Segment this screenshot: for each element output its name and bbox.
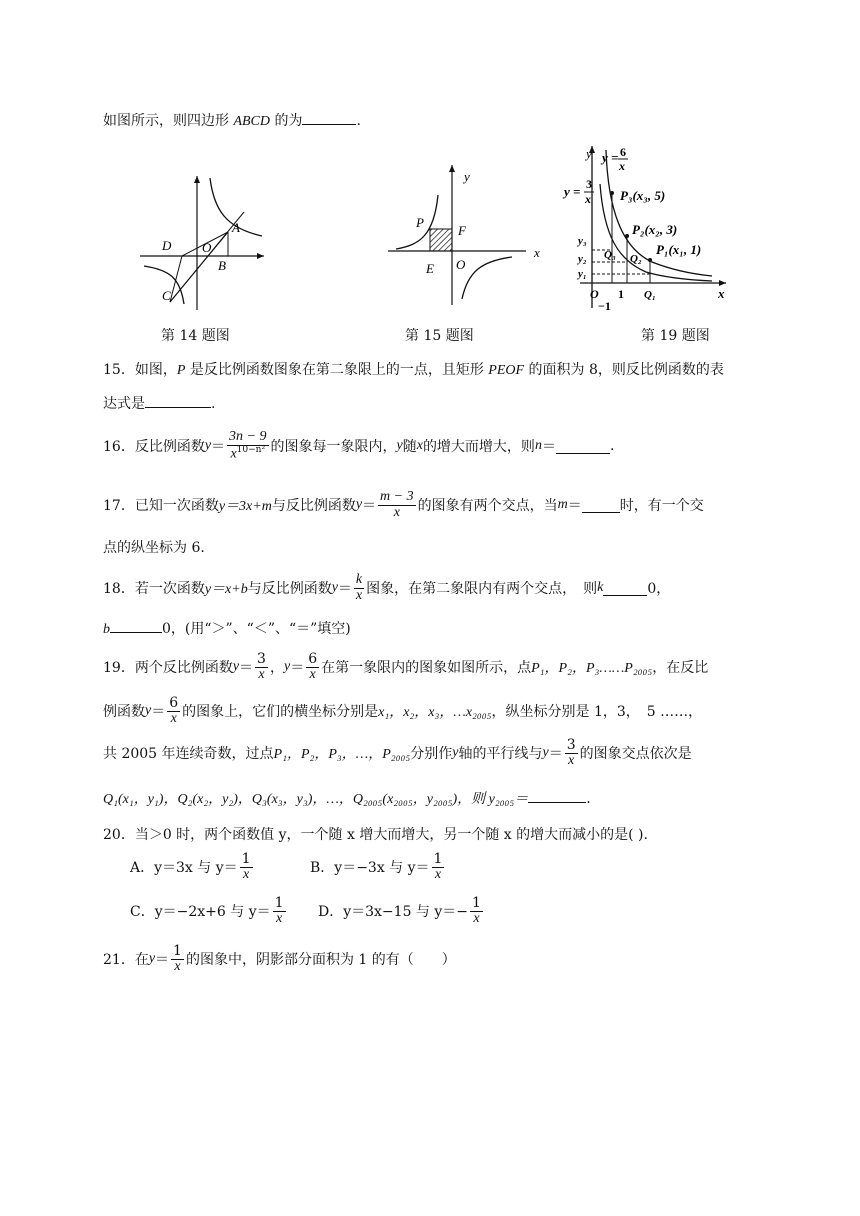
q16-answer-blank[interactable] xyxy=(556,439,610,454)
q20-c-den: x xyxy=(275,910,283,926)
q15-p: P xyxy=(176,363,186,378)
fig14-label-c: C xyxy=(162,288,171,303)
q14-text-pre: 如图所示，则四边形 xyxy=(103,113,234,129)
q21-text-b: 的图象中，阴影部分面积为 1 的有（ ） xyxy=(185,952,456,969)
q20-d-den: x xyxy=(473,910,480,926)
fig19-label-y-axis: y xyxy=(586,146,592,161)
q19-text-l2c: ，纵坐标分别是 1，3， 5 ……， xyxy=(491,704,703,721)
q17-y: y xyxy=(355,497,363,513)
q20-b-fraction xyxy=(432,852,445,882)
q16-fraction-num: 3n − 9 xyxy=(229,429,267,444)
q19-line3: 共 2005 年连续奇数，过点 P₁，P₂，P₃，…，P₂₀₀₅ 分别作 y 轴的平行线与 y ＝ $\frac{3}{x}$ 的图象交点依次是 xyxy=(103,737,692,768)
q15-end: . xyxy=(211,396,216,412)
fig15-label-y: y xyxy=(464,169,470,184)
q19-comma: ， xyxy=(269,660,284,677)
q19-line4 xyxy=(103,788,591,808)
q17-text-c: 的图象有两个交点，当 xyxy=(417,498,558,515)
fig19-eq3-num: 3 xyxy=(586,177,592,191)
fig15-label-x: x xyxy=(534,245,540,260)
fig19-eq6-num: 6 xyxy=(620,145,626,159)
q21-text-a: 21．在 xyxy=(103,952,149,969)
q17-eq: ＝ xyxy=(362,498,377,515)
q19-frac2-den: x xyxy=(309,666,316,682)
q20-option-d[interactable] xyxy=(318,896,485,926)
q19-end: . xyxy=(586,791,591,807)
fig19-eq6-den: x xyxy=(619,159,625,173)
fig19-eq6-pre: y = xyxy=(602,150,619,165)
fig19-caption: 第 19 题图 xyxy=(641,328,710,344)
q16-text-d: 的增大而增大，则 xyxy=(422,439,535,456)
q15-text-l2: 达式是 xyxy=(103,396,145,412)
q17-line1 xyxy=(103,490,704,520)
q16-text-c: 随 xyxy=(402,439,417,456)
fig15-label-e: E xyxy=(426,261,434,276)
fig15-label-f: F xyxy=(458,223,466,238)
q20-d-fraction xyxy=(470,896,483,926)
figure-15 xyxy=(388,165,548,310)
fig14-label-o: O xyxy=(202,240,212,255)
fig19-label-q1: Q₁ xyxy=(644,289,656,301)
fig19-label-one: 1 xyxy=(618,287,624,301)
q18-answer-blank-k[interactable] xyxy=(603,581,647,596)
fig19-label-y1: y₁ xyxy=(578,268,587,280)
q15-peof: PEOF xyxy=(488,363,525,378)
q19-points: P₁，P₂，P₃……P₂₀₀₅ xyxy=(531,661,653,677)
q20-a-text: A．y＝3x 与 y＝ xyxy=(130,860,238,877)
fig15-label-p: P xyxy=(416,215,424,230)
q20-a-num: 1 xyxy=(241,851,251,867)
q20-b-text: B．y＝−3x 与 y＝ xyxy=(310,860,430,877)
q19-fraction-2 xyxy=(306,652,319,682)
figure-19 xyxy=(562,140,734,315)
q16-text-a: 16．反比例函数 xyxy=(103,439,205,456)
fig19-label-x-axis: x xyxy=(718,286,725,301)
q21-fraction xyxy=(171,944,184,974)
figure-14 xyxy=(140,170,270,310)
q19-frac1-den: x xyxy=(258,666,265,682)
q20-d-text: D．y＝3x−15 与 y＝− xyxy=(318,904,469,921)
q21-num: 1 xyxy=(173,943,182,959)
q20-a-fraction xyxy=(240,852,253,882)
q17-fraction xyxy=(378,490,416,520)
q19-line1: 19．两个反比例函数 y ＝ $\frac{3}{x}$ ， y ＝ $\frac{6}{x}$ 在第一象限内的图象如图所示，点 P₁，P₂，P₃……P₂₀₀₅ ，在反比 xyxy=(103,651,709,682)
q16-y: y xyxy=(204,438,212,454)
q19-eq: ＝ xyxy=(239,660,254,677)
q19-frac3-num: 6 xyxy=(169,695,179,711)
q20-option-b[interactable] xyxy=(310,852,446,882)
q18-line1 xyxy=(103,573,670,603)
fig19-eq3-pre: y = xyxy=(564,184,581,199)
q20-c-fraction xyxy=(273,896,286,926)
q16-eq: ＝ xyxy=(211,439,226,456)
q18-b: b xyxy=(103,622,110,637)
q19-text-l3a: 共 2005 年连续奇数，过点 xyxy=(103,746,274,763)
q19-text-b: 在第一象限内的图象如图所示，点 xyxy=(321,660,532,677)
q15-text-c: 的面积为 8，则反比例函数的表 xyxy=(524,362,724,378)
q17-text-b: 与反比例函数 xyxy=(271,498,356,515)
fig19-label-p3: P₃(x₃, 5) xyxy=(620,188,666,203)
q18-answer-blank-b[interactable] xyxy=(110,618,162,633)
fig19-label-p1: P₁(x₁, 1) xyxy=(656,242,702,257)
q18-text-l2: 0，(用“＞”、“＜”、“＝”填空) xyxy=(162,621,351,637)
fig19-label-p2: P₂(x₂, 3) xyxy=(632,222,678,237)
q16-fraction-den-x: x xyxy=(230,446,237,462)
q16-text-e: ＝ xyxy=(541,439,556,456)
fig19-label-o: O xyxy=(590,287,599,301)
q20-c-text: C．y＝−2x+6 与 y＝ xyxy=(130,904,271,921)
q20-option-a[interactable] xyxy=(130,852,255,882)
q18-y: y xyxy=(331,580,338,596)
q14-answer-blank[interactable] xyxy=(302,110,356,125)
q20-c-num: 1 xyxy=(274,895,284,911)
q15-answer-blank[interactable] xyxy=(145,393,211,408)
fig19-label-y3: y₃ xyxy=(578,235,587,247)
q16-x: x xyxy=(416,438,423,454)
q19-fraction-3 xyxy=(167,696,180,726)
q19-text-l3b: 分别作 xyxy=(410,746,453,763)
q16-line xyxy=(103,430,614,462)
q16-text-b: 的图象每一象限内， xyxy=(270,439,397,456)
fig19-label-neg1: −1 xyxy=(598,299,611,313)
q21-line xyxy=(103,944,456,974)
q18-expr: y＝x+b xyxy=(204,582,248,598)
fig19-eq3-den: x xyxy=(585,192,591,206)
q14-end: . xyxy=(356,113,361,129)
q19-xs: x₁，x₂，x₃，…x₂₀₀₅ xyxy=(378,705,492,721)
q18-fraction xyxy=(354,573,364,603)
q18-k: k xyxy=(597,580,604,596)
q19-line2: 例函数 y ＝ $\frac{6}{x}$ 的图象上，它们的横坐标分别是 x₁，x₂，x₃，…x₂₀₀₅ ，纵坐标分别是 1，3， 5 ……， xyxy=(103,695,703,726)
q19-y: y xyxy=(232,659,240,675)
q19-frac2-num: 6 xyxy=(308,651,318,667)
q17-text-a: 17．已知一次函数 xyxy=(103,498,219,515)
q18-eq: ＝ xyxy=(337,581,352,598)
q19-fraction-4 xyxy=(565,738,578,768)
fig15-caption: 第 15 题图 xyxy=(405,328,474,344)
q18-text-b: 与反比例函数 xyxy=(247,581,332,598)
q16-end: . xyxy=(609,438,615,455)
q20-d-num: 1 xyxy=(472,895,481,911)
q16-fraction-den-exp: 10−n² xyxy=(236,444,266,455)
q15-line1 xyxy=(103,359,724,379)
q20-a-den: x xyxy=(242,866,250,882)
q19-answer-blank[interactable] xyxy=(528,788,586,803)
q15-line2 xyxy=(103,393,215,413)
q17-expr: y＝3x+m xyxy=(218,499,272,515)
q19-fraction-1 xyxy=(255,652,268,682)
q19-frac4-den: x xyxy=(568,752,575,768)
fig15-label-o: O xyxy=(456,257,466,272)
fig19-label-y2: y₂ xyxy=(578,253,587,265)
q17-fraction-num: m − 3 xyxy=(380,489,414,504)
q19-frac3-den: x xyxy=(170,710,177,726)
fig14-label-d: D xyxy=(162,238,172,253)
q19-text-l2a: 例函数 xyxy=(103,704,145,721)
q18-fraction-den: x xyxy=(355,587,363,603)
q17-answer-blank[interactable] xyxy=(582,498,620,513)
q19-text-a: 19．两个反比例函数 xyxy=(103,660,233,677)
q21-eq: ＝ xyxy=(155,952,170,969)
q14-continuation xyxy=(103,110,361,130)
q18-fraction-num: k xyxy=(355,572,363,587)
q20-stem: 20．当＞0 时，两个函数值 y，一个随 x 增大而增大，另一个随 x 的增大而减小的是( ). xyxy=(103,827,648,843)
fig14-label-a: A xyxy=(232,220,240,235)
q18-line2 xyxy=(103,618,351,638)
q17-text-d: ＝ xyxy=(567,498,582,515)
q14-abcd: ABCD xyxy=(233,114,271,129)
fig14-label-b: B xyxy=(218,258,226,273)
q18-text-a: 18．若一次函数 xyxy=(103,581,205,598)
q19-text-c: ，在反比 xyxy=(652,660,709,677)
q15-text-a: 15．如图， xyxy=(103,362,177,378)
fig19-label-q3: Q₃ xyxy=(604,249,616,261)
q17-fraction-den: x xyxy=(393,504,400,520)
q19-text-l2b: 的图象上，它们的横坐标分别是 xyxy=(182,704,379,721)
q20-b-den: x xyxy=(434,866,442,882)
q18-text-c: 图象，在第二象限内有两个交点， 则 xyxy=(366,581,598,598)
q16-y2: y xyxy=(396,438,403,454)
q20-option-c[interactable] xyxy=(130,896,288,926)
q21-y: y xyxy=(148,951,156,967)
q18-text-d: 0， xyxy=(647,581,671,598)
q19-l3-y: y xyxy=(452,745,459,761)
q14-text-post: 的为 xyxy=(270,113,303,129)
q16-n: n xyxy=(534,438,542,454)
q17-m: m xyxy=(557,497,568,513)
q15-text-b: 是反比例函数图象在第二象限上的一点，且矩形 xyxy=(185,362,489,378)
fig14-caption: 第 14 题图 xyxy=(161,328,230,344)
q19-text-l3e: 的图象交点依次是 xyxy=(579,746,692,763)
q17-text-e: 时，有一个交 xyxy=(619,498,704,515)
q19-text-l4: Q₁(x₁，y₁)，Q₂(x₂，y₂)，Q₃(x₃，y₃)，…，Q₂₀₀₅(x₂₀₀₅，y₂₀₀₅)，则 y₂₀₀₅＝ xyxy=(103,792,529,807)
q19-frac4-num: 3 xyxy=(566,737,576,753)
q19-l3-points: P₁，P₂，P₃，…，P₂₀₀₅ xyxy=(273,747,411,763)
q16-fraction xyxy=(227,430,268,462)
q19-frac1-num: 3 xyxy=(257,651,266,667)
q20-b-num: 1 xyxy=(433,851,443,867)
fig19-label-q2: Q₂ xyxy=(630,253,642,265)
q17-line2: 点的纵坐标为 6. xyxy=(103,540,205,556)
q19-text-l3c: 轴的平行线与 xyxy=(458,746,543,763)
q21-den: x xyxy=(174,958,181,974)
